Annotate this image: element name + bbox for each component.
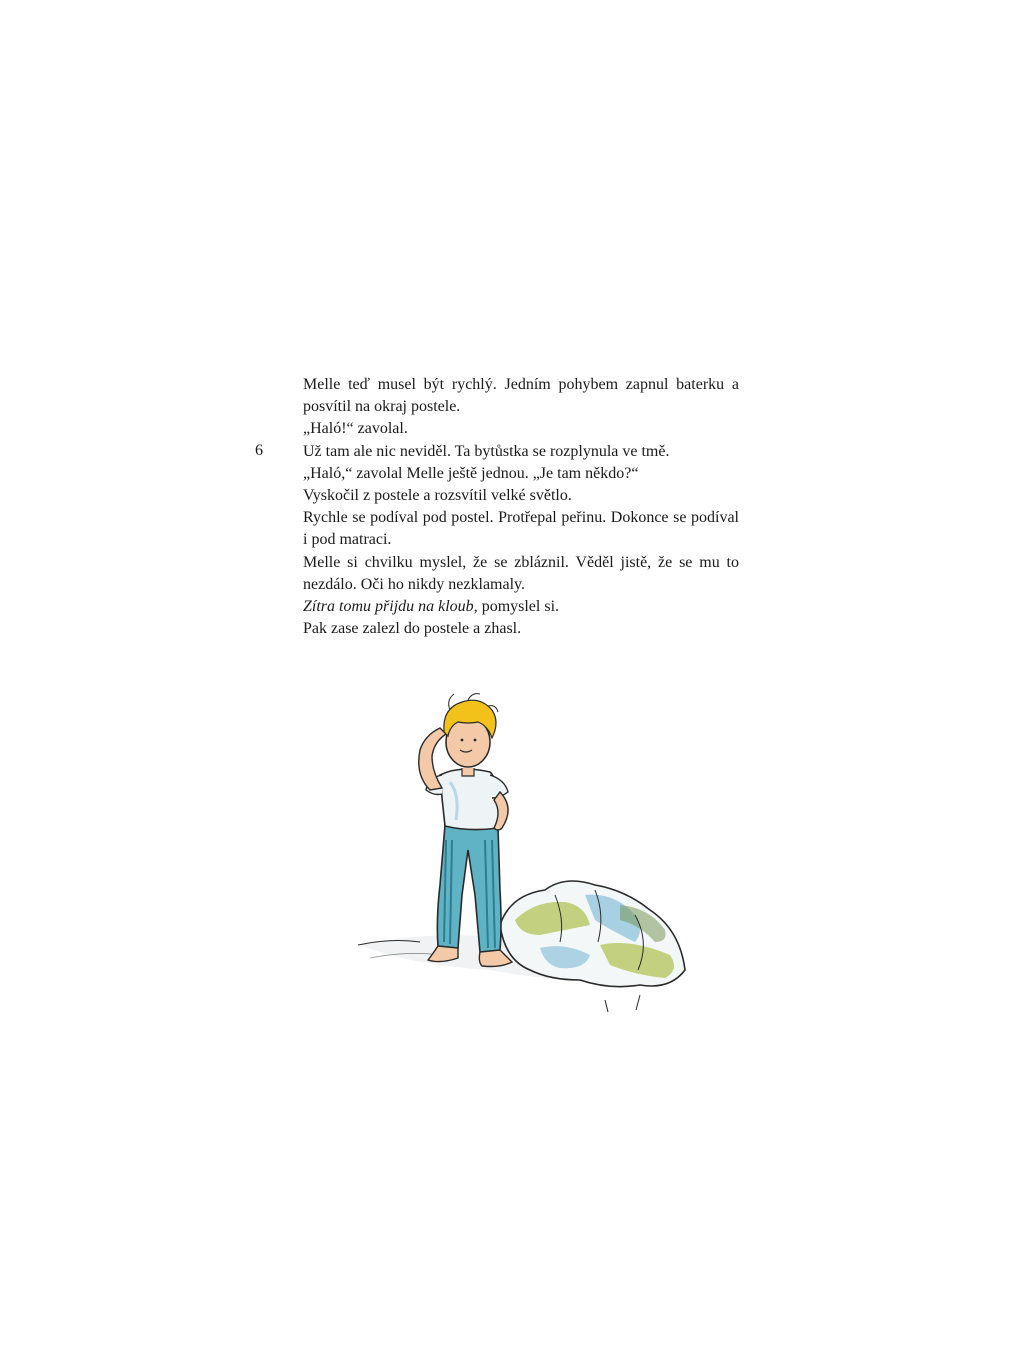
paragraph-1: Melle teď musel být rychlý. Jedním pohybem zapnul baterku a posvítil na okraj postele. (303, 376, 739, 416)
paragraph-7: Melle si chvilku myslel, že se zbláznil. Věděl jistě, že se mu to nezdálo. Oči ho nikdy nezklamaly. (303, 553, 739, 593)
paragraph-4: „Haló,“ zavolal Melle ještě jednou. „Je tam někdo?“ (303, 464, 639, 482)
paragraph-9: Pak zase zalezl do postele a zhasl. (303, 620, 522, 638)
story-text (303, 374, 739, 640)
paragraph-8-rest: , pomyslel si. (473, 598, 560, 616)
boy-pants (437, 821, 501, 952)
paragraph-6: Rychle se podíval pod postel. Protřepal peřinu. Dokonce se podíval i pod matraci. (303, 509, 739, 549)
paragraph-2: „Haló!“ zavolal. (303, 420, 408, 438)
paragraph-5: Vyskočil z postele a rozsvítil velké světlo. (303, 487, 572, 505)
paragraph-8-italic: Zítra tomu přijdu na kloub (303, 598, 474, 616)
blanket (500, 881, 685, 1012)
page-number: 6 (255, 442, 263, 459)
paragraph-3: Už tam ale nic neviděl. Ta bytůstka se rozplynula ve tmě. (303, 442, 670, 460)
paragraph-8 (303, 596, 739, 618)
boy-illustration (350, 680, 700, 1020)
